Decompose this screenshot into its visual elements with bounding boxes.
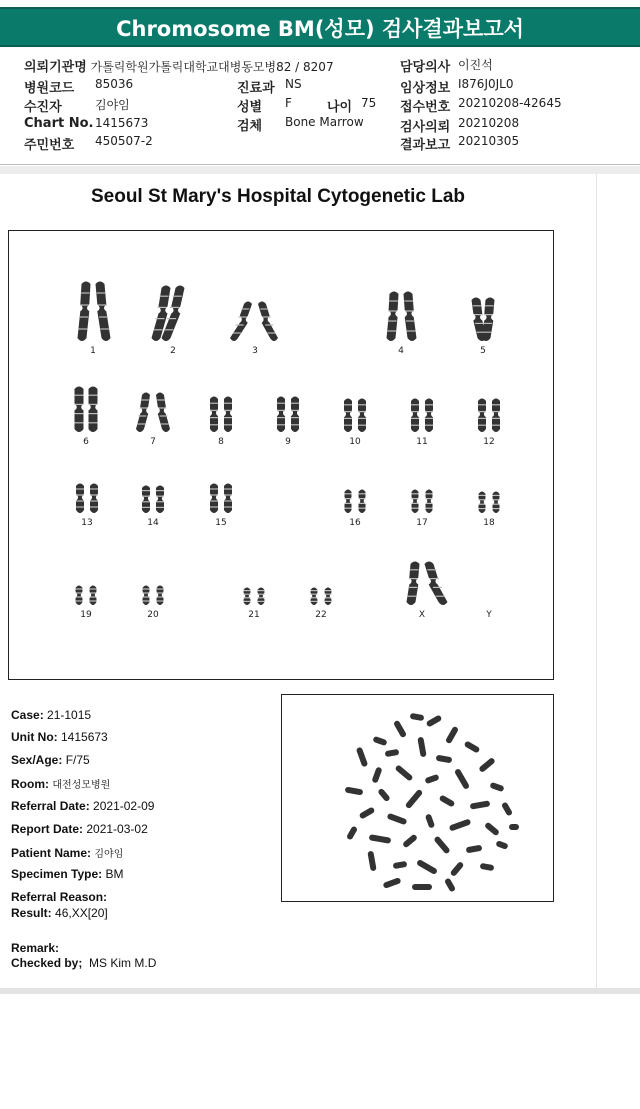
chromosome-pair-14 xyxy=(142,486,164,529)
sex-age-line xyxy=(11,753,90,767)
info-institution xyxy=(24,56,334,75)
info-sex-value: F xyxy=(285,96,292,110)
info-receipt-no xyxy=(400,96,562,115)
chromosome-X-1 xyxy=(407,562,420,606)
info-report-date xyxy=(400,134,520,153)
chromosome-7-2 xyxy=(156,393,170,433)
chromosome-pair-19 xyxy=(76,586,97,621)
chromosome-pair-3 xyxy=(230,302,278,357)
chromosome-pair-13 xyxy=(76,484,98,529)
remark-line xyxy=(11,941,59,955)
chromosome-pair-6 xyxy=(75,387,98,448)
chromosome-6-2 xyxy=(89,387,98,433)
checked-by-label: Checked by; xyxy=(11,956,83,970)
chromosome-4-1 xyxy=(387,292,399,342)
metaphase-chromosome xyxy=(369,834,392,844)
metaphase-chromosome xyxy=(371,766,382,783)
info-request-date-value: 20210208 xyxy=(458,116,520,130)
karyogram-figure xyxy=(9,231,553,679)
metaphase-chromosome xyxy=(345,786,364,795)
chromosome-1-1 xyxy=(78,282,91,342)
chromosome-label-22: 22 xyxy=(315,610,327,620)
chromosome-1-2 xyxy=(96,282,111,342)
chromosome-pair-Y xyxy=(485,610,492,620)
report-date-value: 2021-03-02 xyxy=(86,822,148,836)
chromosome-pair-15 xyxy=(210,484,232,529)
metaphase-chromosome xyxy=(377,788,391,803)
info-institution-label: 의뢰기관명 xyxy=(24,60,87,75)
chromosome-pair-10 xyxy=(344,399,366,448)
chromosome-9-1 xyxy=(277,397,285,433)
chromosome-15-2 xyxy=(224,484,232,514)
info-resident-no xyxy=(24,134,153,153)
chromosome-5-2 xyxy=(482,298,495,342)
referral-reason-line xyxy=(11,890,107,904)
metaphase-chromosome xyxy=(417,737,426,758)
chromosome-label-16: 16 xyxy=(349,518,361,528)
info-clinical-value: I876J0JL0 xyxy=(458,77,514,91)
chromosome-pair-17 xyxy=(412,490,433,529)
chromosome-label-8: 8 xyxy=(218,437,224,447)
info-sex xyxy=(237,96,292,115)
sex-age-value: F/75 xyxy=(65,753,90,767)
metaphase-chromosome xyxy=(394,764,413,781)
chromosome-pair-9 xyxy=(277,397,299,448)
info-sex-label: 성별 xyxy=(237,100,263,115)
info-specimen-label: 검체 xyxy=(237,119,263,134)
info-request-date xyxy=(400,116,520,135)
info-age-value: 75 xyxy=(361,96,377,110)
chromosome-pair-12 xyxy=(478,399,500,448)
metaphase-chromosome xyxy=(454,768,470,790)
referral-date-value: 2021-02-09 xyxy=(93,799,155,813)
divider xyxy=(0,164,640,165)
chromosome-label-13: 13 xyxy=(81,518,93,528)
chromosome-14-2 xyxy=(156,486,164,514)
case-line xyxy=(11,708,91,722)
case-label: Case: xyxy=(11,708,44,722)
chromosome-label-15: 15 xyxy=(215,518,227,528)
chromosome-pair-11 xyxy=(411,399,433,448)
section-shade xyxy=(0,166,640,174)
room-value: 대전성모병원 xyxy=(52,780,111,791)
metaphase-chromosome xyxy=(495,840,508,850)
metaphase-chromosome xyxy=(436,755,453,764)
chromosome-4-2 xyxy=(404,292,417,342)
info-patient-value: 김야임 xyxy=(95,98,130,112)
info-chart-no xyxy=(24,116,149,131)
info-receipt-no-value: 20210208-42645 xyxy=(458,96,562,110)
chromosome-3-1 xyxy=(230,302,252,342)
chromosome-pair-22 xyxy=(311,588,332,621)
result-label: Result: xyxy=(11,906,52,920)
chromosome-pair-16 xyxy=(345,490,366,529)
metaphase-chromosome xyxy=(450,861,465,877)
chromosome-pair-5 xyxy=(472,298,495,357)
info-request-date-label: 검사의뢰 xyxy=(400,120,451,135)
metaphase-chromosome xyxy=(464,740,481,753)
chromosome-label-19: 19 xyxy=(80,610,92,620)
info-patient-label: 수진자 xyxy=(24,100,62,115)
chromosome-3-2 xyxy=(258,302,278,342)
specimen-type-value: BM xyxy=(105,867,124,881)
metaphase-chromosome xyxy=(426,714,443,727)
chromosome-12-1 xyxy=(478,399,486,433)
metaphase-chromosome xyxy=(346,825,358,840)
info-specimen-value: Bone Marrow xyxy=(285,115,364,129)
chromosome-pair-8 xyxy=(210,397,232,448)
chromosome-label-1: 1 xyxy=(90,346,96,356)
chromosome-label-2: 2 xyxy=(170,346,176,356)
footer-shade xyxy=(0,988,640,994)
info-report-date-value: 20210305 xyxy=(458,134,520,148)
metaphase-chromosome xyxy=(489,782,504,792)
metaphase-chromosome xyxy=(356,747,368,768)
metaphase-chromosome xyxy=(478,757,496,773)
info-clinical xyxy=(400,77,514,96)
chromosome-label-6: 6 xyxy=(83,437,89,447)
chromosome-label-Y: Y xyxy=(486,610,492,620)
chromosome-pair-X xyxy=(407,562,448,621)
metaphase-chromosome xyxy=(466,845,483,854)
info-doctor-value: 이진석 xyxy=(458,58,493,72)
chromosome-pair-2 xyxy=(152,286,185,357)
report-title-bar xyxy=(0,7,640,47)
metaphase-chromosome xyxy=(387,813,408,825)
chromosome-label-12: 12 xyxy=(483,437,495,447)
chromosome-11-1 xyxy=(411,399,419,433)
chromosome-X-2 xyxy=(425,562,448,606)
info-hospital-code-label: 병원코드 xyxy=(24,81,75,96)
info-age xyxy=(327,96,377,115)
metaphase-figure xyxy=(282,695,553,901)
referral-reason-label: Referral Reason: xyxy=(11,890,108,904)
chromosome-10-2 xyxy=(358,399,366,433)
chromosome-8-1 xyxy=(210,397,218,433)
unit-no-label: Unit No: xyxy=(11,730,58,744)
remark-label: Remark: xyxy=(11,941,60,955)
chromosome-18-2 xyxy=(493,492,500,514)
specimen-type-label: Specimen Type: xyxy=(11,867,103,881)
info-hospital-code-value: 85036 xyxy=(95,77,134,91)
metaphase-spread-image xyxy=(281,694,554,902)
chromosome-16-2 xyxy=(359,490,366,514)
info-clinical-label: 임상정보 xyxy=(400,81,451,96)
metaphase-chromosome xyxy=(372,736,387,746)
room-label: Room: xyxy=(11,777,49,791)
info-chart-no-value: 1415673 xyxy=(95,116,149,130)
patient-name-line xyxy=(11,845,123,860)
chromosome-label-20: 20 xyxy=(147,610,159,620)
metaphase-chromosome xyxy=(393,861,408,869)
chromosome-16-1 xyxy=(345,490,352,514)
chromosome-17-2 xyxy=(426,490,433,514)
chromosome-12-2 xyxy=(492,399,500,433)
chromosome-label-4: 4 xyxy=(398,346,404,356)
chromosome-15-1 xyxy=(210,484,218,514)
metaphase-chromosome xyxy=(402,834,418,849)
metaphase-chromosome xyxy=(425,813,435,828)
metaphase-chromosome xyxy=(367,851,376,872)
info-resident-no-label: 주민번호 xyxy=(24,138,75,153)
metaphase-chromosome xyxy=(410,713,425,721)
karyogram-image xyxy=(8,230,554,680)
chromosome-pair-18 xyxy=(479,492,500,529)
chromosome-label-9: 9 xyxy=(285,437,291,447)
chromosome-8-2 xyxy=(224,397,232,433)
report-date-line xyxy=(11,822,148,836)
chromosome-label-10: 10 xyxy=(349,437,361,447)
metaphase-chromosome xyxy=(509,824,519,830)
metaphase-chromosome xyxy=(501,801,513,816)
checked-by-value: MS Kim M.D xyxy=(89,956,157,970)
metaphase-chromosome xyxy=(393,720,407,739)
chromosome-label-17: 17 xyxy=(416,518,428,528)
chromosome-9-2 xyxy=(291,397,299,433)
chromosome-18-1 xyxy=(479,492,486,514)
info-receipt-no-label: 접수번호 xyxy=(400,100,451,115)
chromosome-label-5: 5 xyxy=(480,346,486,356)
metaphase-chromosome xyxy=(480,863,495,871)
chromosome-label-14: 14 xyxy=(147,518,159,528)
chromosome-17-1 xyxy=(412,490,419,514)
info-specimen xyxy=(237,115,364,134)
info-institution-value: 가톨릭학원가톨릭대학교대병동모병82 / 8207 xyxy=(90,60,334,74)
metaphase-chromosome xyxy=(424,774,439,784)
chromosome-pair-20 xyxy=(143,586,164,621)
chromosome-10-1 xyxy=(344,399,352,433)
referral-date-label: Referral Date: xyxy=(11,799,90,813)
metaphase-chromosome xyxy=(470,800,491,809)
metaphase-chromosome xyxy=(444,877,456,892)
chromosome-pair-1 xyxy=(78,282,111,357)
chromosome-13-1 xyxy=(76,484,84,514)
room-line xyxy=(11,776,110,791)
chromosome-11-2 xyxy=(425,399,433,433)
chromosome-label-3: 3 xyxy=(252,346,258,356)
info-age-label: 나이 xyxy=(327,100,353,115)
metaphase-chromosome xyxy=(449,818,472,831)
info-department-label: 진료과 xyxy=(237,81,275,96)
chromosome-label-11: 11 xyxy=(416,437,428,447)
metaphase-chromosome xyxy=(439,794,456,807)
info-department xyxy=(237,77,302,96)
chromosome-pair-7 xyxy=(136,393,170,448)
unit-no-line xyxy=(11,730,108,744)
info-patient xyxy=(24,96,130,115)
metaphase-chromosome xyxy=(433,835,450,854)
report-title: Chromosome BM(성모) 검사결과보고서 xyxy=(116,17,524,41)
metaphase-chromosome xyxy=(412,884,432,890)
chromosome-label-X: X xyxy=(418,610,426,620)
metaphase-chromosome xyxy=(385,749,400,757)
info-doctor-label: 담당의사 xyxy=(400,60,451,75)
result-value: 46,XX[20] xyxy=(55,906,108,920)
chromosome-14-1 xyxy=(142,486,150,514)
checked-by-line xyxy=(11,956,156,970)
info-doctor xyxy=(400,56,493,75)
info-report-date-label: 결과보고 xyxy=(400,138,451,153)
metaphase-chromosome xyxy=(383,877,402,889)
metaphase-chromosome xyxy=(445,726,459,745)
chromosome-label-7: 7 xyxy=(150,437,156,447)
result-line xyxy=(11,906,108,920)
info-chart-no-label: Chart No. xyxy=(24,116,94,131)
referral-date-line xyxy=(11,799,154,813)
chromosome-6-1 xyxy=(75,387,84,433)
sex-age-label: Sex/Age: xyxy=(11,753,63,767)
unit-no-value: 1415673 xyxy=(61,730,108,744)
specimen-type-line xyxy=(11,867,123,881)
chromosome-pair-21 xyxy=(244,588,265,621)
info-department-value: NS xyxy=(285,77,302,91)
info-resident-no-value: 450507-2 xyxy=(95,134,153,148)
chromosome-label-18: 18 xyxy=(483,518,495,528)
chromosome-13-2 xyxy=(90,484,98,514)
case-value: 21-1015 xyxy=(47,708,92,722)
patient-name-label: Patient Name: xyxy=(11,846,92,860)
metaphase-chromosome xyxy=(416,859,438,875)
chromosome-label-21: 21 xyxy=(248,610,260,620)
info-hospital-code xyxy=(24,77,134,96)
metaphase-chromosome xyxy=(359,806,376,819)
metaphase-chromosome xyxy=(484,822,500,837)
patient-name-value: 김야임 xyxy=(94,849,124,860)
chromosome-7-1 xyxy=(136,393,150,433)
report-date-label: Report Date: xyxy=(11,822,84,836)
metaphase-chromosome xyxy=(405,789,424,810)
lab-title: Seoul St Mary's Hospital Cytogenetic Lab xyxy=(90,186,466,207)
chromosome-pair-4 xyxy=(387,292,417,357)
